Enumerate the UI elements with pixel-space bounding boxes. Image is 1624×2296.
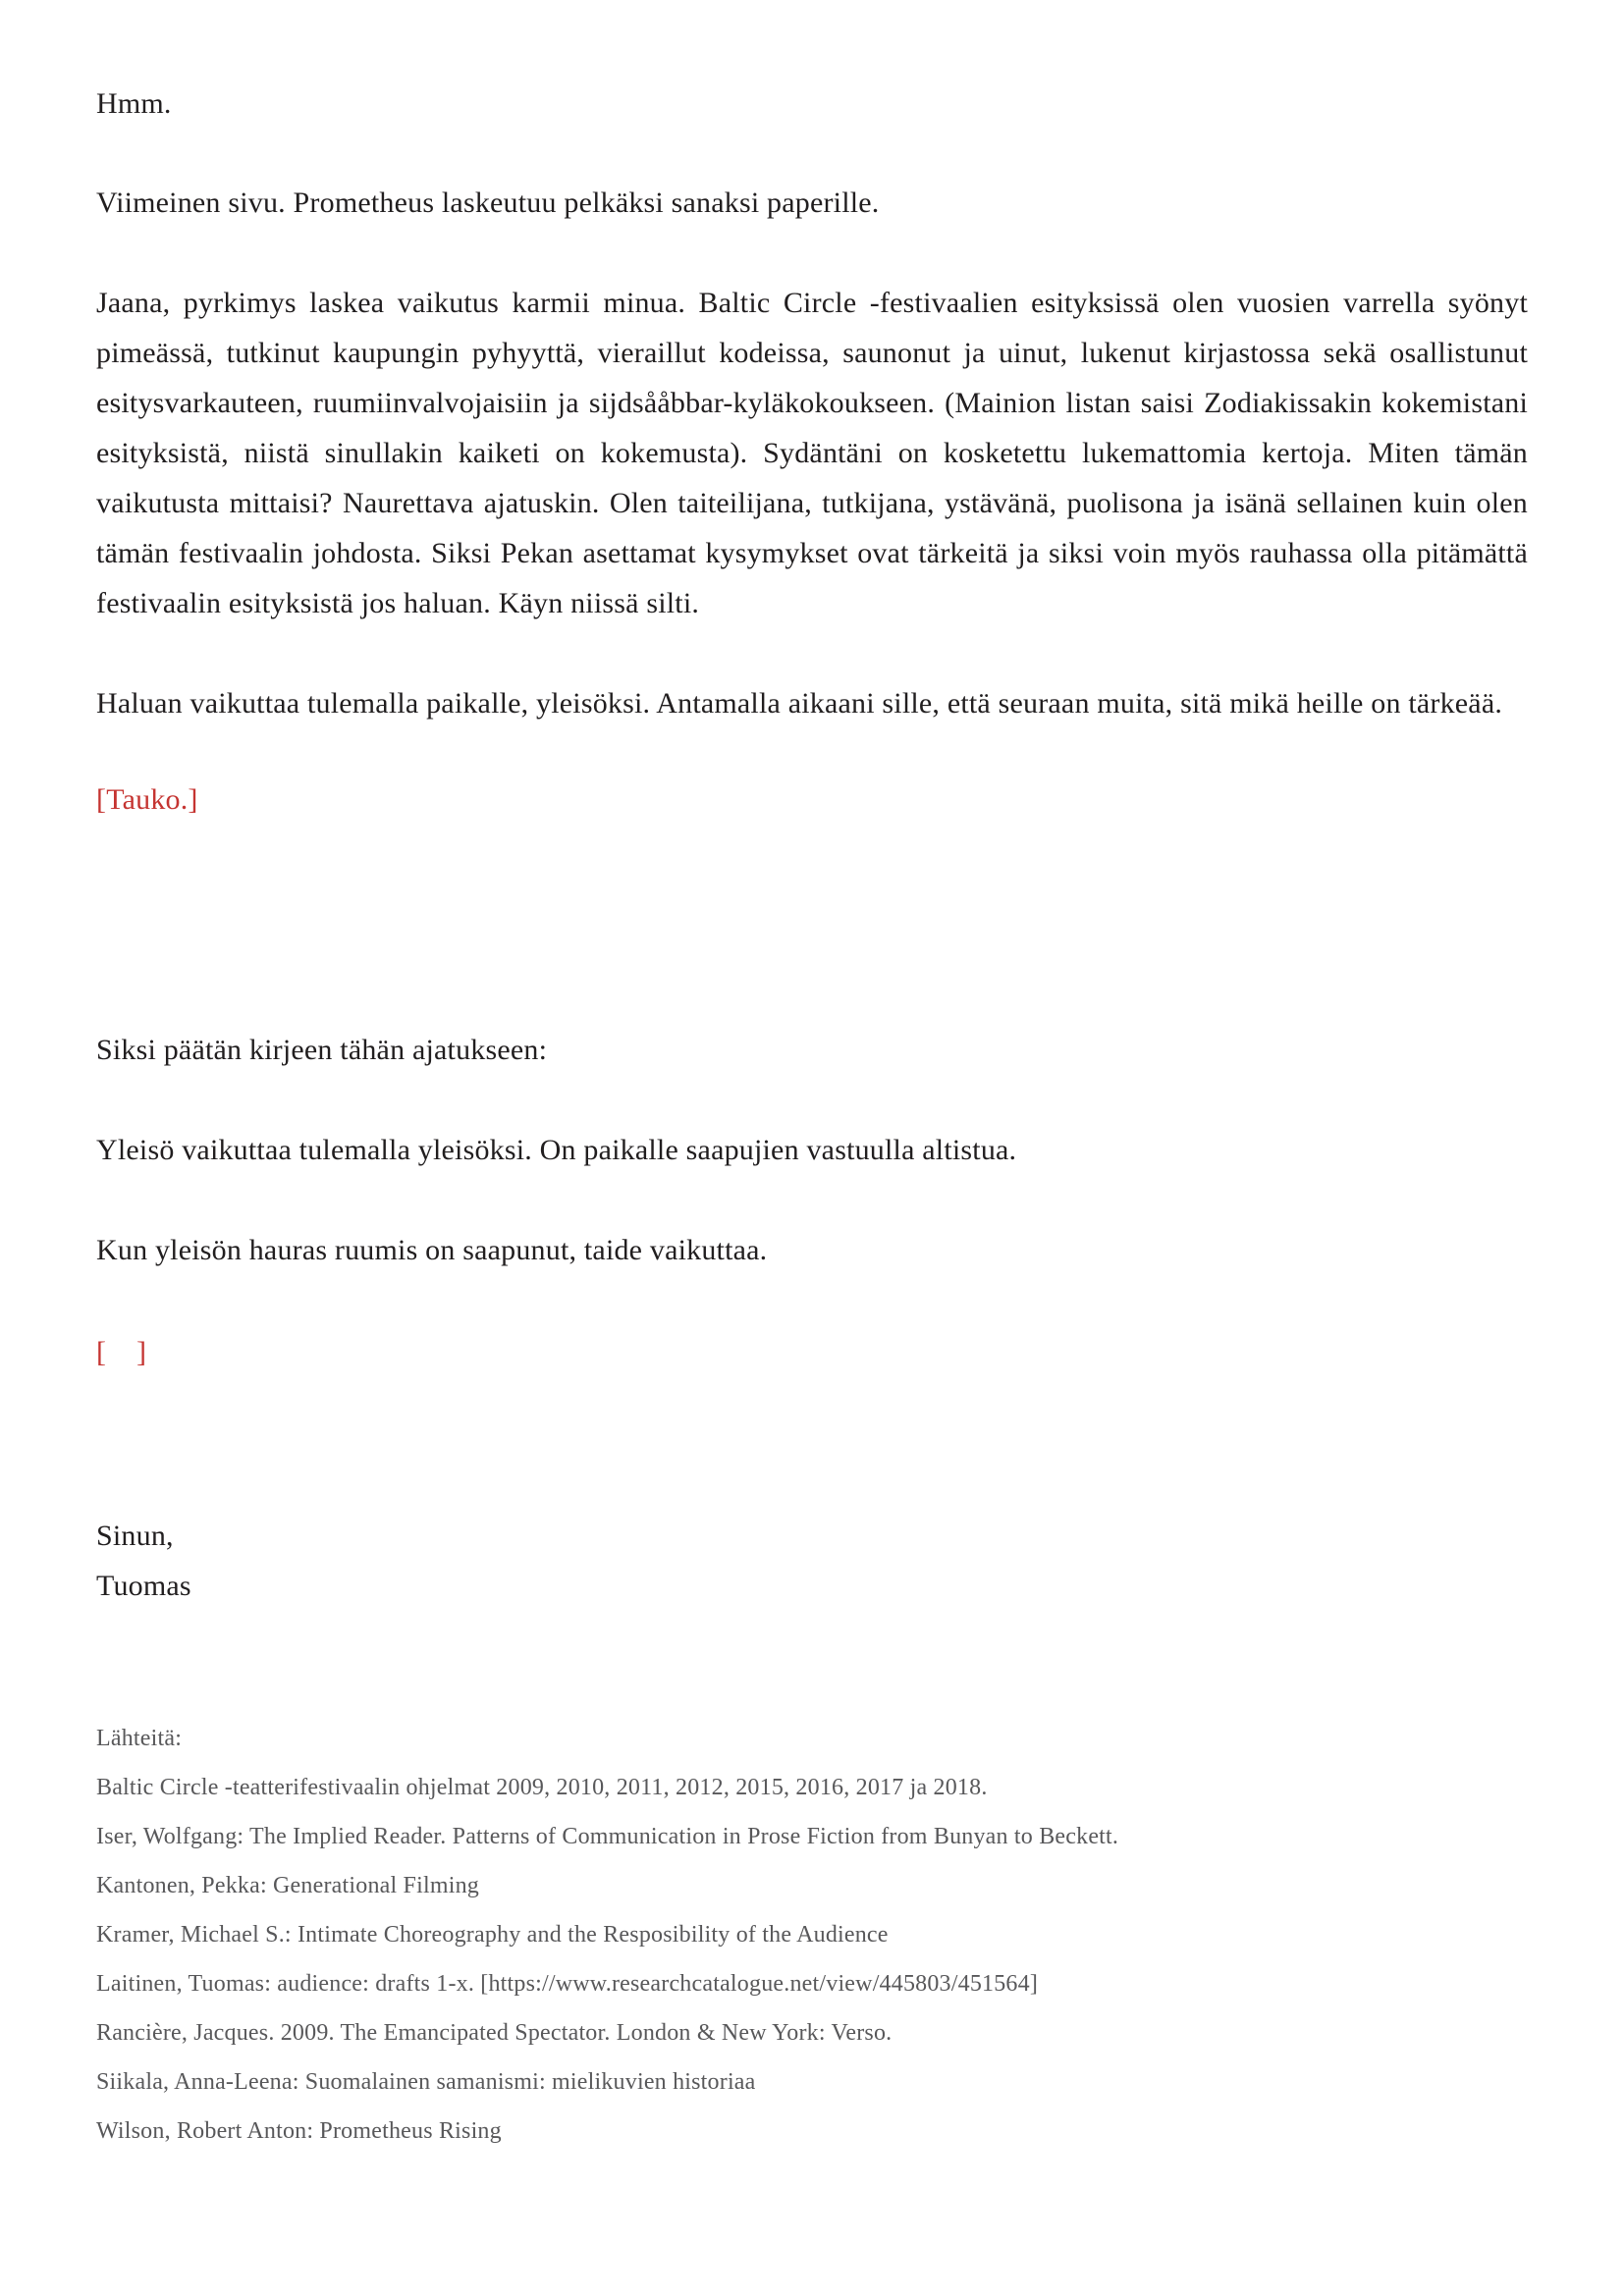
reference-item-kantonen: Kantonen, Pekka: Generational Filming (96, 1873, 479, 1898)
paragraph-yleiso: Yleisö vaikuttaa tulemalla yleisöksi. On paikalle saapujien vastuulla altistua. (96, 1134, 1017, 1166)
paragraph-last-page: Viimeinen sivu. Prometheus laskeutuu pelkäksi sanaksi paperille. (96, 187, 880, 219)
paragraph-haluan: Haluan vaikuttaa tulemalla paikalle, yleisöksi. Antamalla aikaani sille, että seuraan muita, sitä mikä heille on tärkeää. (96, 687, 1503, 720)
reference-item-ranciere: Rancière, Jacques. 2009. The Emancipated Spectator. London & New York: Verso. (96, 2020, 893, 2046)
signoff-line: Sinun, (96, 1520, 174, 1552)
paragraph-siksi: Siksi päätän kirjeen tähän ajatukseen: (96, 1034, 548, 1066)
paragraph-hmm: Hmm. (96, 87, 172, 120)
reference-item-kramer: Kramer, Michael S.: Intimate Choreography and the Resposibility of the Audience (96, 1922, 889, 1948)
references-section (96, 1714, 1528, 2156)
reference-item-baltic-circle: Baltic Circle -teatterifestivaalin ohjelmat 2009, 2010, 2011, 2012, 2015, 2016, 2017 ja 2018. (96, 1775, 988, 1800)
signature-block (96, 1511, 1528, 1611)
reference-item-wilson: Wilson, Robert Anton: Prometheus Rising (96, 2118, 502, 2144)
paragraph-jaana: Jaana, pyrkimys laskea vaikutus karmii minua. Baltic Circle -festivaalien esityksissä olen vuosien varrella syönyt pimeässä, tutkinut kaupungin pyhyyttä, vieraillut kodeissa, saunonut ja uinut, lukenut kirjastossa sekä osallistunut esitysvarkauteen, ruumiinvalvojaisiin ja sijdsååbbar-kyläkokoukseen. (Mainion listan saisi Zodiakissakin kokemistani esityksistä, niistä sinullakin kaiketi on kokemusta). Sydäntäni on kosketettu lukemattomia kertoja. Miten tämän vaikutusta mittaisi? Naurettava ajatuskin. Olen taiteilijana, tutkijana, ystävänä, puolisona ja isänä sellainen kuin olen tämän festivaalin johdosta. Siksi Pekan asettamat kysymykset ovat tärkeitä ja siksi voin myös rauhassa olla pitämättä festivaalin esityksistä jos haluan. Käyn niissä silti. (96, 287, 1528, 619)
references-heading: Lähteitä: (96, 1726, 183, 1751)
reference-item-iser: Iser, Wolfgang: The Implied Reader. Patterns of Communication in Prose Fiction from Bunyan to Beckett. (96, 1824, 1119, 1849)
stage-direction-empty-brackets: [ ] (96, 1336, 147, 1368)
signature-name: Tuomas (96, 1570, 191, 1602)
paragraph-kun: Kun yleisön hauras ruumis on saapunut, taide vaikuttaa. (96, 1234, 768, 1266)
stage-direction-pause: [Tauko.] (96, 783, 198, 816)
reference-item-siikala: Siikala, Anna-Leena: Suomalainen samanismi: mielikuvien historiaa (96, 2069, 756, 2095)
reference-item-laitinen: Laitinen, Tuomas: audience: drafts 1-x. [https://www.researchcatalogue.net/view/445803/451564] (96, 1971, 1039, 1997)
